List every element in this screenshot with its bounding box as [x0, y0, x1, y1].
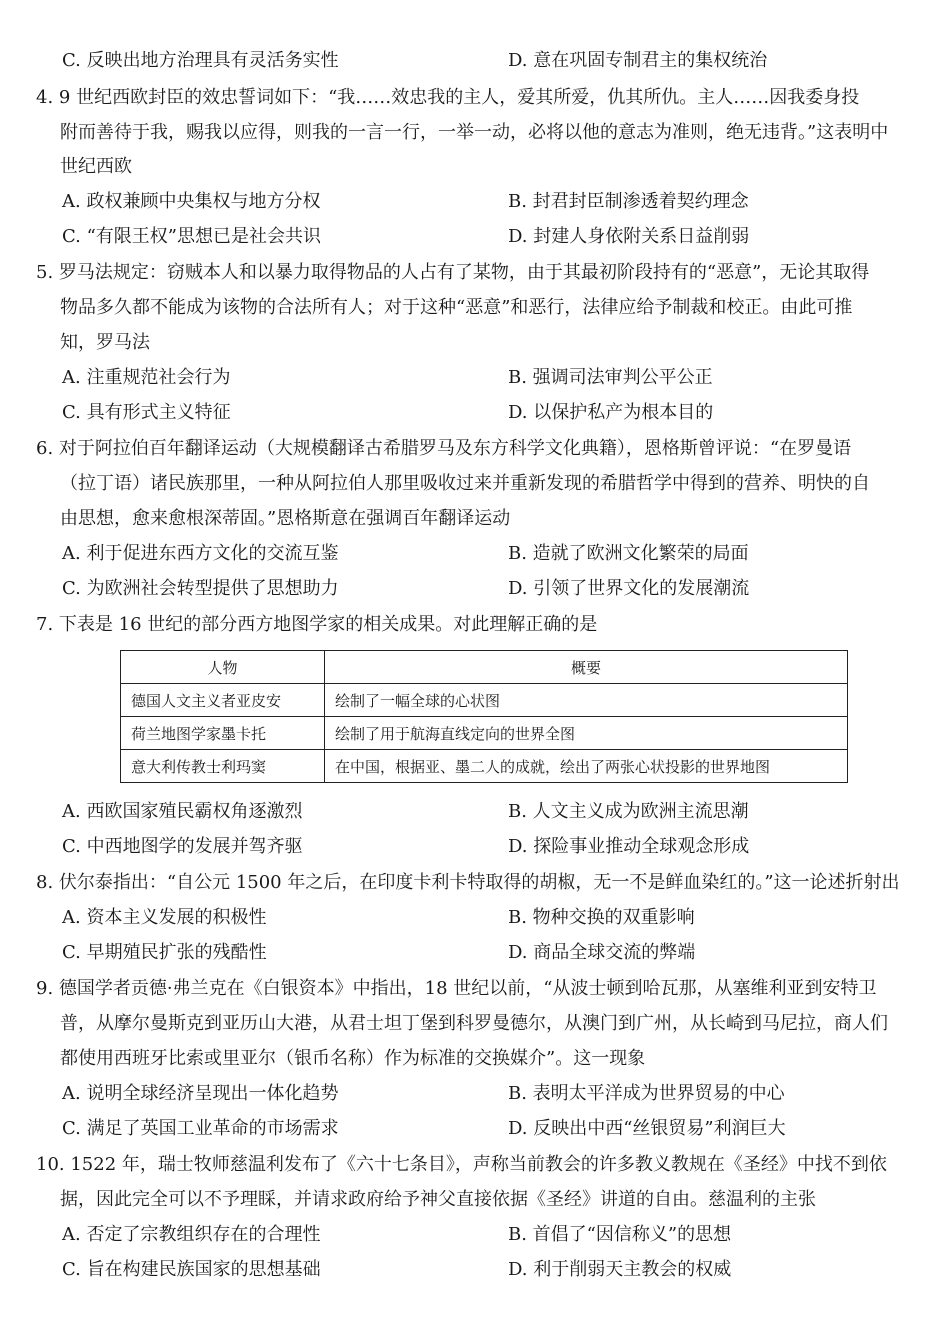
q10-stem-line-2: 据，因此完全可以不予理睬，并请求政府给予神父直接依据《圣经》讲道的自由。慈温利的主张 [60, 1189, 816, 1210]
q10-option-c: C. 旨在构建民族国家的思想基础 [62, 1259, 321, 1280]
table-header-summary: 概要 [325, 651, 848, 684]
table-cell-summary: 在中国，根据亚、墨二人的成就，绘出了两张心状投影的世界地图 [325, 750, 848, 783]
q4-stem-line-2: 附而善待于我，赐我以应得，则我的一言一行，一举一动，必将以他的意志为准则，绝无违背。”这表明中 [60, 122, 889, 143]
q5-stem-line-1: 5. 罗马法规定：窃贼本人和以暴力取得物品的人占有了某物，由于其最初阶段持有的“恶意”，无论其取得 [36, 262, 870, 283]
q5-option-d: D. 以保护私产为根本目的 [508, 402, 714, 423]
q4-option-a: A. 政权兼顾中央集权与地方分权 [62, 191, 321, 212]
q3-option-d: D. 意在巩固专制君主的集权统治 [508, 50, 768, 71]
q8-option-b: B. 物种交换的双重影响 [508, 907, 695, 928]
q9-option-a: A. 说明全球经济呈现出一体化趋势 [62, 1083, 339, 1104]
q9-stem-line-2: 普，从摩尔曼斯克到亚历山大港，从君士坦丁堡到科罗曼德尔，从澳门到广州，从长崎到马尼拉，商人们 [60, 1013, 888, 1034]
q4-stem-line-3: 世纪西欧 [60, 156, 132, 177]
mapmakers-table [120, 650, 848, 783]
table-row [121, 684, 848, 717]
table-cell-summary: 绘制了用于航海直线定向的世界全图 [325, 717, 848, 750]
q9-option-b: B. 表明太平洋成为世界贸易的中心 [508, 1083, 785, 1104]
q7-option-d: D. 探险事业推动全球观念形成 [508, 836, 750, 857]
table-header-row [121, 651, 848, 684]
q10-option-d: D. 利于削弱天主教会的权威 [508, 1259, 732, 1280]
q6-stem-line-2: （拉丁语）诸民族那里，一种从阿拉伯人那里吸收过来并重新发现的希腊哲学中得到的营养、明快的自 [60, 473, 870, 494]
q7-option-b: B. 人文主义成为欧洲主流思潮 [508, 801, 749, 822]
q9-option-d: D. 反映出中西“丝银贸易”利润巨大 [508, 1118, 786, 1139]
q5-option-b: B. 强调司法审判公平公正 [508, 367, 713, 388]
q7-option-c: C. 中西地图学的发展并驾齐驱 [62, 836, 303, 857]
q8-option-d: D. 商品全球交流的弊端 [508, 942, 696, 963]
table-row [121, 750, 848, 783]
q5-stem-line-2: 物品多久都不能成为该物的合法所有人；对于这种“恶意”和恶行，法律应给予制裁和校正。由此可推 [60, 297, 853, 318]
table-row [121, 717, 848, 750]
q4-option-b: B. 封君封臣制渗透着契约理念 [508, 191, 749, 212]
q5-option-c: C. 具有形式主义特征 [62, 402, 231, 423]
q7-option-a: A. 西欧国家殖民霸权角逐激烈 [62, 801, 303, 822]
q10-stem-line-1: 10. 1522 年，瑞士牧师慈温利发布了《六十七条目》，声称当前教会的许多教义教规在《圣经》中找不到依 [36, 1154, 887, 1175]
q9-stem-line-1: 9. 德国学者贡德·弗兰克在《白银资本》中指出，18 世纪以前，“从波士顿到哈瓦那，从塞维利亚到安特卫 [36, 978, 877, 999]
table-cell-person: 德国人文主义者亚皮安 [121, 684, 325, 717]
q6-stem-line-1: 6. 对于阿拉伯百年翻译运动（大规模翻译古希腊罗马及东方科学文化典籍），恩格斯曾评说：“在罗曼语 [36, 438, 852, 459]
q4-option-d: D. 封建人身依附关系日益削弱 [508, 226, 750, 247]
q6-stem-line-3: 由思想，愈来愈根深蒂固。”恩格斯意在强调百年翻译运动 [60, 508, 511, 529]
q5-stem-line-3: 知，罗马法 [60, 332, 150, 353]
q3-option-c: C. 反映出地方治理具有灵活务实性 [62, 50, 339, 71]
q8-option-a: A. 资本主义发展的积极性 [62, 907, 267, 928]
q6-option-c: C. 为欧洲社会转型提供了思想助力 [62, 578, 339, 599]
q10-option-b: B. 首倡了“因信称义”的思想 [508, 1224, 732, 1245]
q6-option-b: B. 造就了欧洲文化繁荣的局面 [508, 543, 749, 564]
q7-stem-line-1: 7. 下表是 16 世纪的部分西方地图学家的相关成果。对此理解正确的是 [36, 614, 598, 635]
q8-stem-line-1: 8. 伏尔泰指出：“自公元 1500 年之后，在印度卡利卡特取得的胡椒，无一不是鲜血染红的。”这一论述折射出 [36, 872, 900, 893]
table-cell-person: 荷兰地图学家墨卡托 [121, 717, 325, 750]
q4-stem-line-1: 4. 9 世纪西欧封臣的效忠誓词如下：“我……效忠我的主人，爱其所爱，仇其所仇。主人……因我委身投 [36, 87, 860, 108]
table-cell-person: 意大利传教士利玛窦 [121, 750, 325, 783]
q8-option-c: C. 早期殖民扩张的残酷性 [62, 942, 267, 963]
q4-option-c: C. “有限王权”思想已是社会共识 [62, 226, 321, 247]
q6-option-d: D. 引领了世界文化的发展潮流 [508, 578, 750, 599]
table-header-person: 人物 [121, 651, 325, 684]
q9-stem-line-3: 都使用西班牙比索或里亚尔（银币名称）作为标准的交换媒介”。这一现象 [60, 1048, 646, 1069]
q6-option-a: A. 利于促进东西方文化的交流互鉴 [62, 543, 339, 564]
q10-option-a: A. 否定了宗教组织存在的合理性 [62, 1224, 321, 1245]
table-cell-summary: 绘制了一幅全球的心状图 [325, 684, 848, 717]
q9-option-c: C. 满足了英国工业革命的市场需求 [62, 1118, 339, 1139]
q5-option-a: A. 注重规范社会行为 [62, 367, 231, 388]
